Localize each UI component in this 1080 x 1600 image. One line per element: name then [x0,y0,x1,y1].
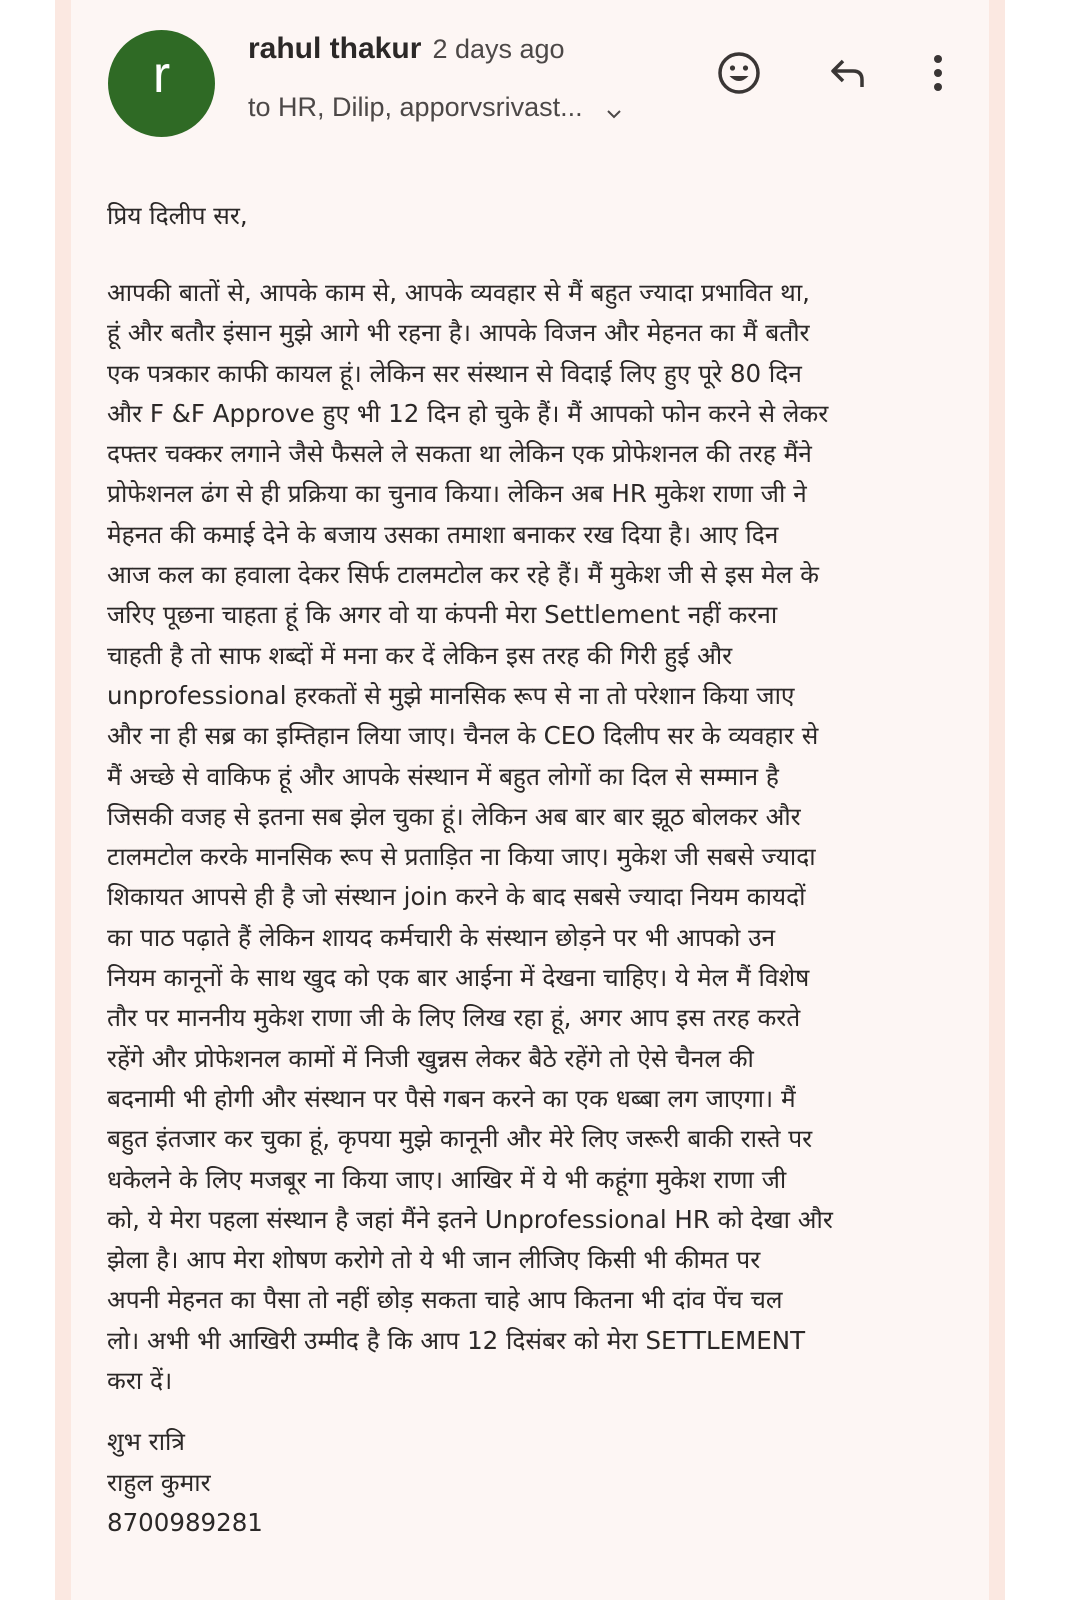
body-line: करा दें। [107,1366,173,1396]
body-line: मेहनत की कमाई देने के बजाय उसका तमाशा बनाकर रख दिया है। आए दिन [107,519,779,549]
reply-icon [825,50,871,100]
body-line: तौर पर माननीय मुकेश राणा जी के लिए लिख रहा हूं, अगर आप इस तरह करते [107,1003,801,1033]
signature-name: राहुल कुमार [107,1467,211,1497]
email-header [71,0,989,150]
greeting: प्रिय दिलीप सर, [107,201,248,230]
body-line: शिकायत आपसे ही है जो संस्थान join करने के बाद सबसे ज्यादा नियम कायदों [107,882,806,912]
body-line: धकेलने के लिए मजबूर ना किया जाए। आखिर में ये भी कहूंगा मुकेश राणा जी [107,1164,787,1194]
sender-name[interactable]: rahul thakur [248,32,422,65]
email-view [55,0,1005,1600]
body-line: unprofessional हरकतों से मुझे मानसिक रूप से ना तो परेशान किया जाए [107,680,795,710]
signature-block [107,1422,263,1544]
recipients-text: to HR, Dilip, apporvsrivast... [248,92,583,122]
body-line: बहुत इंतजार कर चुका हूं, कृपया मुझे कानूनी और मेरे लिए जरूरी बाकी रास्ते पर [107,1124,813,1154]
body-line: लो। अभी भी आखिरी उम्मीद है कि आप 12 दिसंबर को मेरा SETTLEMENT [107,1325,806,1355]
sender-line [248,32,565,66]
body-line: बदनामी भी होगी और संस्थान पर पैसे गबन करने का एक धब्बा लग जाएगा। मैं [107,1083,796,1113]
body-line: और ना ही सब्र का इम्तिहान लिया जाए। चैनल के CEO दिलीप सर के व्यवहार से [107,721,819,751]
body-line: अपनी मेहनत का पैसा तो नहीं छोड़ सकता चाहे आप कितना भी दांव पेंच चल [107,1285,783,1315]
body-line: नियम कानूनों के साथ खुद को एक बार आईना में देखना चाहिए। ये मेल मैं विशेष [107,963,810,993]
body-line: दफ्तर चक्कर लगाने जैसे फैसले ले सकता था लेकिन एक प्रोफेशनल की तरह मैंने [107,439,812,469]
more-options-button[interactable] [913,50,963,100]
body-line: रहेंगे और प्रोफेशनल कामों में निजी खुन्नस लेकर बैठे रहेंगे तो ऐसे चैनल की [107,1043,754,1073]
body-line: आपकी बातों से, आपके काम से, आपके व्यवहार से मैं बहुत ज्यादा प्रभावित था, [107,278,810,307]
body-line: आज कल का हवाला देकर सिर्फ टालमटोल कर रहे हैं। मैं मुकेश जी से इस मेल के [107,560,819,590]
smiley-icon [716,50,762,100]
reply-button[interactable] [823,50,873,100]
body-line: और F &F Approve हुए भी 12 दिन हो चुके हैं। मैं आपको फोन करने से लेकर [107,398,829,428]
body-line: झेला है। आप मेरा शोषण करोगे तो ये भी जान लीजिए किसी भी कीमत पर [107,1245,761,1275]
body-line: मैं अच्छे से वाकिफ हूं और आपके संस्थान में बहुत लोगों का दिल से सम्मान है [107,761,779,791]
add-reaction-button[interactable] [714,50,764,100]
body-line: चाहती है तो साफ शब्दों में मना कर दें लेकिन इस तरह की गिरी हुई और [107,640,733,670]
timestamp: 2 days ago [432,34,565,64]
body-line: प्रोफेशनल ढंग से ही प्रक्रिया का चुनाव किया। लेकिन अब HR मुकेश राणा जी ने [107,479,807,509]
chevron-down-icon[interactable] [605,99,623,117]
body-line: का पाठ पढ़ाते हैं लेकिन शायद कर्मचारी के संस्थान छोड़ने पर भी आपको उन [107,922,776,952]
body-line: हूं और बतौर इंसान मुझे आगे भी रहना है। आपके विजन और मेहनत का मैं बतौर [107,318,810,348]
signature-phone[interactable]: 8700989281 [107,1508,263,1537]
body-line: को, ये मेरा पहला संस्थान है जहां मैंने इतने Unprofessional HR को देखा और [107,1204,833,1234]
body-line: टालमटोल करके मानसिक रूप से प्रताड़ित ना किया जाए। मुकेश जी सबसे ज्यादा [107,842,816,872]
email-body [107,273,987,1401]
closing: शुभ रात्रि [107,1427,185,1456]
recipients-toggle[interactable] [248,92,623,123]
avatar[interactable] [108,30,215,137]
body-line: जिसकी वजह से इतना सब झेल चुका हूं। लेकिन अब बार बार झूठ बोलकर और [107,801,801,831]
body-line: जरिए पूछना चाहता हूं कि अगर वो या कंपनी मेरा Settlement नहीं करना [107,600,778,630]
avatar-initial: r [152,45,171,104]
body-line: एक पत्रकार काफी कायल हूं। लेकिन सर संस्थान से विदाई लिए हुए पूरे 80 दिन [107,358,802,388]
more-vert-icon [928,50,948,100]
